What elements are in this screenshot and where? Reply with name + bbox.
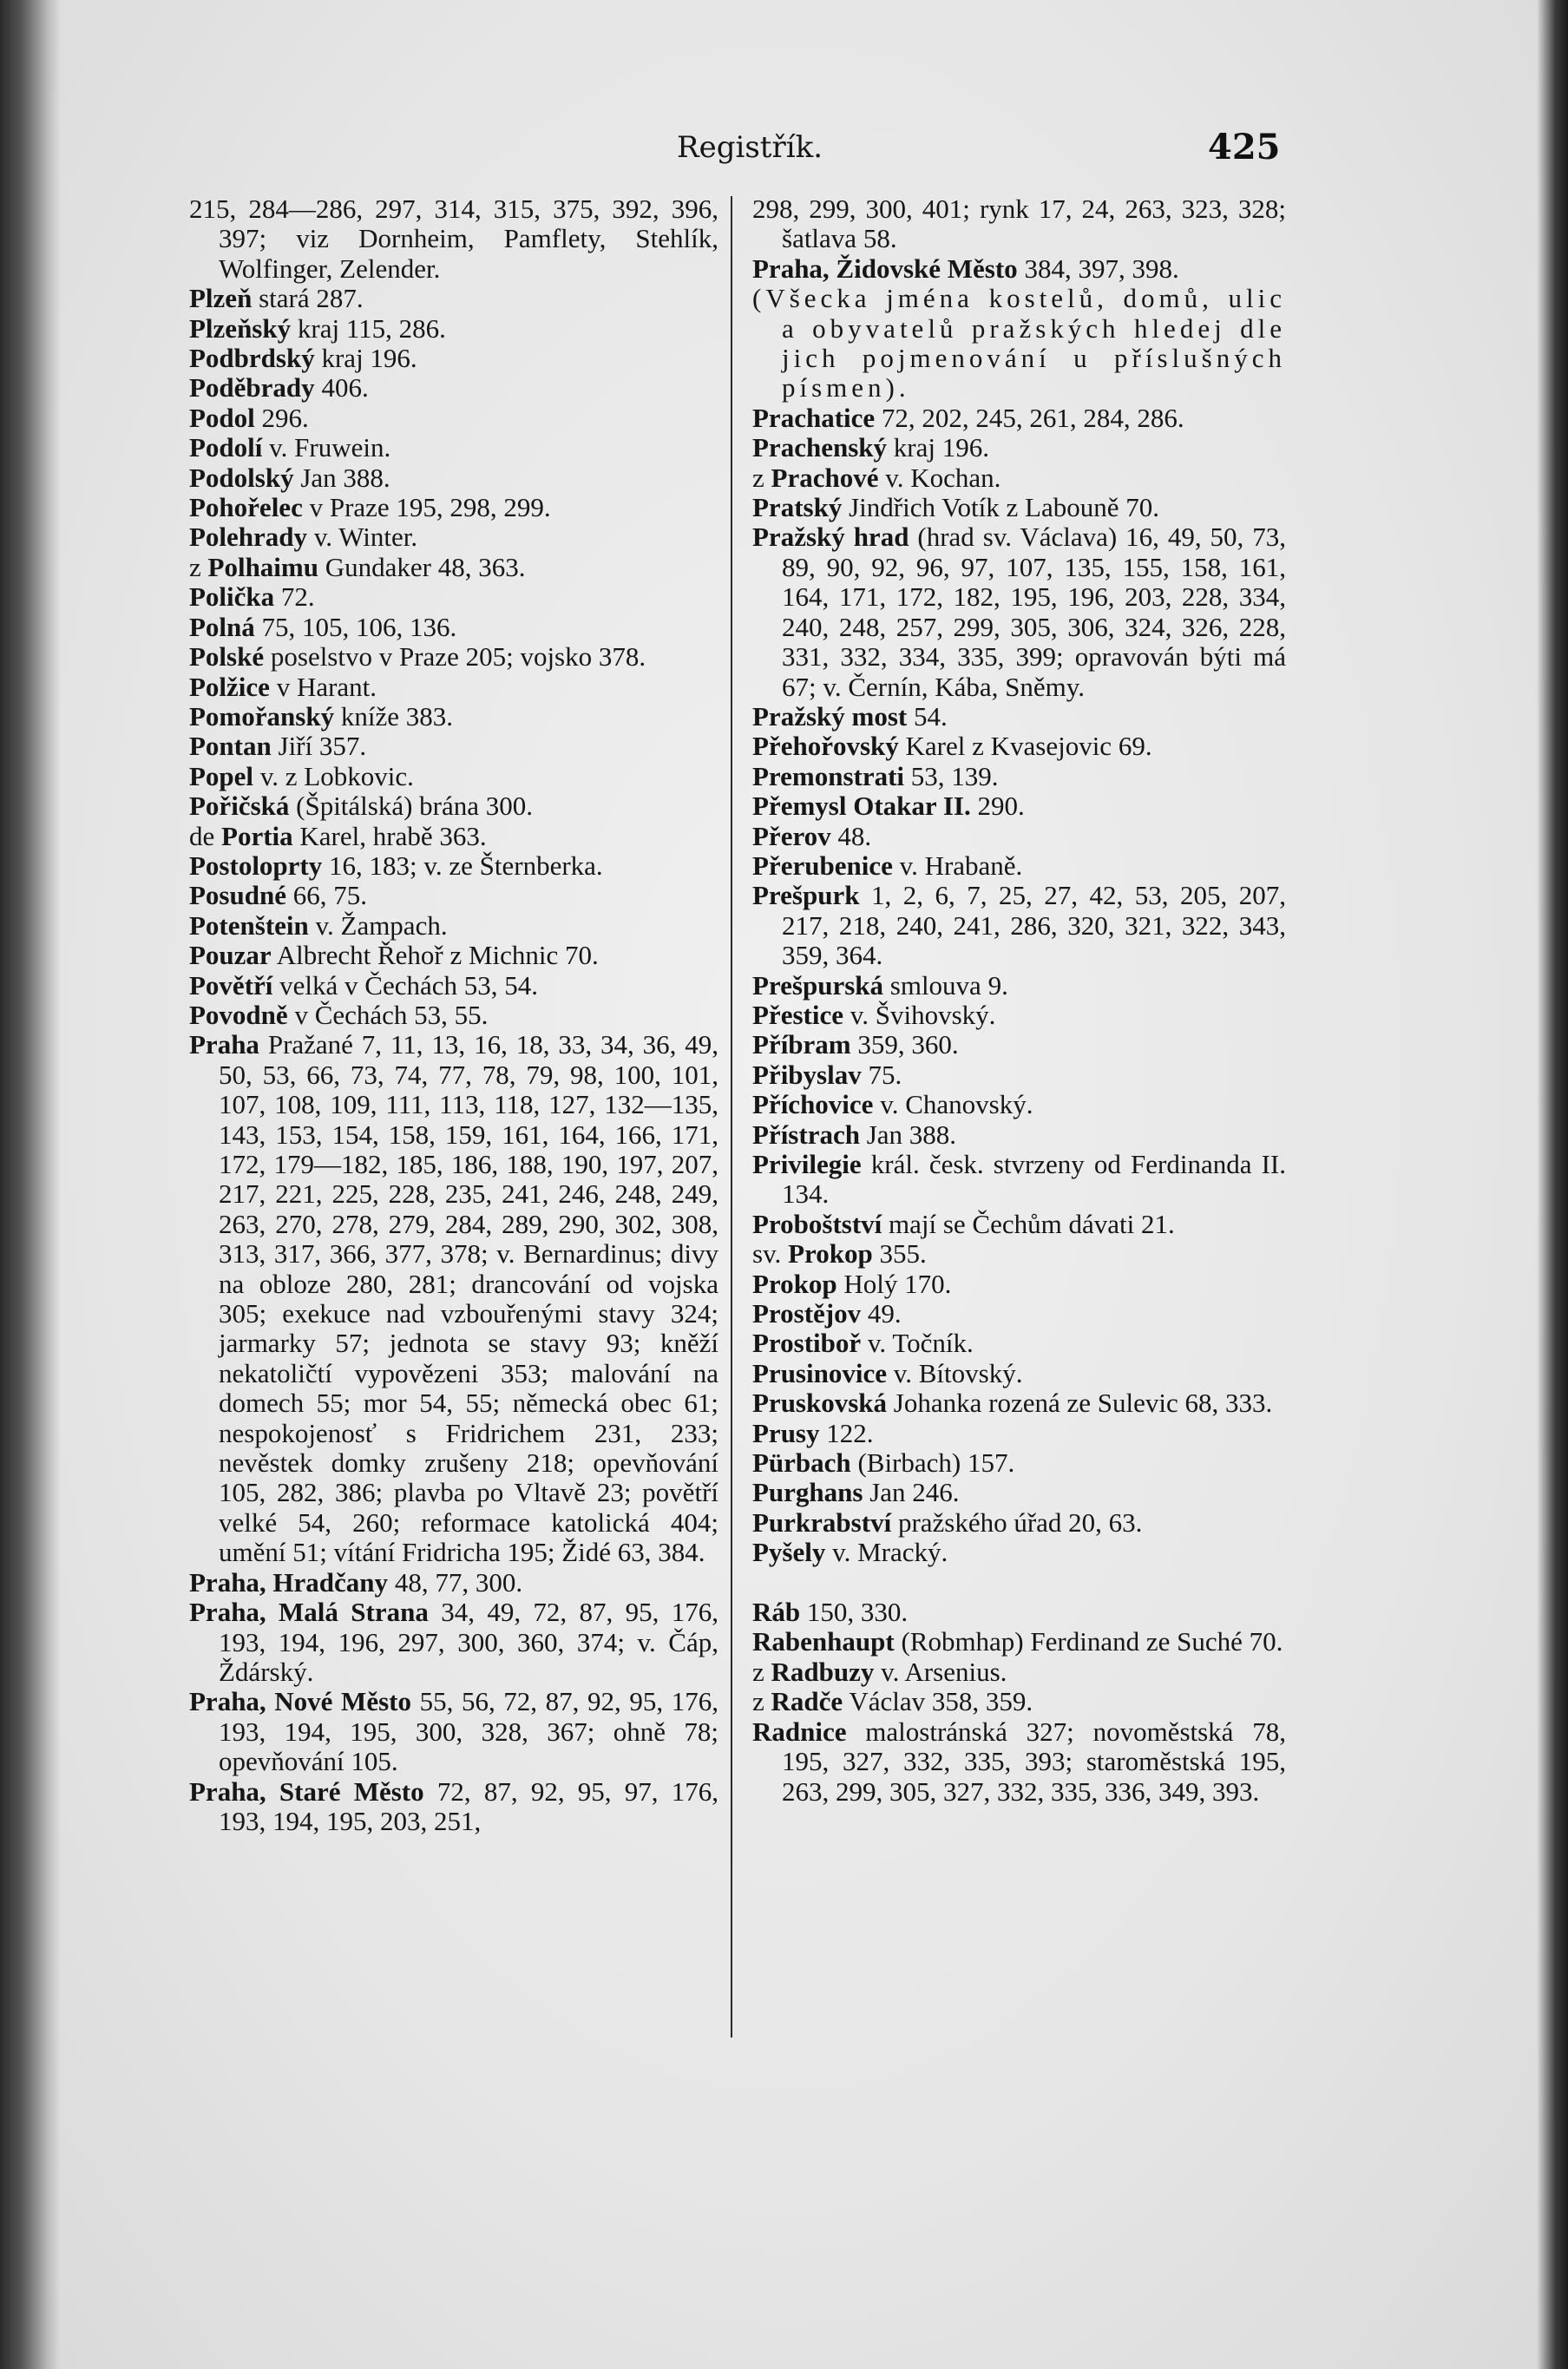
entry-headword: Příchovice: [752, 1089, 874, 1120]
entry-text: 48, 77, 300.: [388, 1566, 523, 1598]
index-entry: [752, 254, 1286, 284]
entry-headword: Radče: [771, 1686, 843, 1717]
entry-text: 72, 87, 92, 95, 97, 176, 193, 194, 195, 203, 251,: [219, 1775, 718, 1836]
index-entry: [752, 1508, 1286, 1538]
entry-headword: Praha, Židovské Město: [752, 253, 1018, 284]
entry-text: v. Bítovský.: [887, 1357, 1023, 1388]
entry-headword: Prešpurk: [752, 880, 860, 911]
entry-prefix: z: [752, 1686, 771, 1717]
page-right-shadow: [1537, 0, 1568, 2369]
entry-headword: Podolský: [189, 462, 294, 493]
index-column-left: [189, 194, 718, 1836]
index-entry: [189, 1777, 718, 1837]
index-entry: [752, 1239, 1286, 1269]
entry-text: 296.: [254, 402, 309, 433]
index-entry: [752, 522, 1286, 701]
entry-text: 150, 330.: [800, 1597, 909, 1628]
index-entry: [189, 463, 718, 493]
entry-prefix: z: [189, 551, 208, 582]
entry-text: 298, 299, 300, 401; rynk 17, 24, 263, 323, 328; šatlava 58.: [752, 194, 1286, 254]
index-entry: [189, 732, 718, 761]
entry-text: 75, 105, 106, 136.: [254, 611, 457, 642]
index-entry: [752, 762, 1286, 791]
entry-headword: Pontan: [189, 731, 272, 762]
entry-text: velká v Čechách 53, 54.: [272, 969, 538, 1001]
entry-text: 406.: [314, 372, 369, 404]
index-entry: [189, 762, 718, 791]
entry-text: (Robmhap) Ferdinand ze Suché 70.: [894, 1626, 1283, 1657]
entry-text: král. česk. stvrzeny od Ferdinanda II. 134.: [782, 1149, 1286, 1210]
entry-headword: Pořičská: [189, 791, 290, 822]
column-divider: [731, 196, 732, 2038]
entry-text: 290.: [970, 791, 1025, 822]
entry-headword: Plzeň: [189, 283, 253, 314]
index-entry: [189, 522, 718, 552]
index-entry: [752, 433, 1286, 463]
index-entry: [752, 1687, 1286, 1716]
index-entry: [752, 463, 1286, 493]
entry-headword: Praha, Malá Strana: [189, 1597, 429, 1628]
entry-headword: Přehořovský: [752, 731, 899, 762]
index-entry: [189, 613, 718, 642]
index-entry: [752, 404, 1286, 433]
index-entry: [752, 1627, 1286, 1657]
entry-text: v. Mracký.: [825, 1537, 948, 1568]
index-entry: [752, 1210, 1286, 1239]
index-entry: [189, 404, 718, 433]
index-entry: [189, 314, 718, 344]
entry-headword: Pražský most: [752, 700, 908, 732]
entry-text: v. Arsenius.: [874, 1656, 1007, 1687]
page-number: 425: [1208, 127, 1281, 167]
index-entry: [752, 851, 1286, 881]
entry-text: Jiří 357.: [271, 731, 367, 762]
entry-text: v. Točník.: [861, 1328, 974, 1359]
entry-headword: Plzeňský: [189, 312, 292, 344]
entry-text: kraj 196.: [887, 432, 989, 463]
entry-prefix: sv.: [752, 1238, 789, 1270]
entry-headword: Pomořanský: [189, 700, 335, 732]
entry-text: 1, 2, 6, 7, 25, 27, 42, 53, 205, 207, 217, 218, 240, 241, 286, 320, 321, 322, 343, 359, 364.: [782, 880, 1286, 971]
entry-headword: Portia: [221, 820, 293, 851]
index-entry: [189, 194, 718, 284]
entry-text: mají se Čechům dávati 21.: [882, 1208, 1175, 1239]
index-entry: [189, 373, 718, 403]
index-entry: [189, 433, 718, 463]
entry-text: Karel, hrabě 363.: [292, 820, 487, 851]
index-entry: [189, 673, 718, 702]
entry-text: v. Žampach.: [308, 909, 448, 941]
entry-headword: Polehrady: [189, 522, 308, 553]
entry-text: 75.: [861, 1059, 902, 1090]
index-entry: [752, 1329, 1286, 1358]
index-entry: [189, 822, 718, 851]
entry-text: 54.: [907, 700, 948, 732]
entry-headword: Podol: [189, 402, 255, 433]
entry-text: 66, 75.: [285, 880, 367, 911]
entry-text: 53, 139.: [904, 760, 999, 791]
index-entry: [189, 881, 718, 910]
entry-text: v. Fruwein.: [262, 432, 391, 463]
entry-headword: Poděbrady: [189, 372, 315, 404]
entry-headword: Přemysl Otakar II.: [752, 791, 971, 822]
entry-text: Karel z Kvasejovic 69.: [898, 731, 1152, 762]
entry-headword: Prokop: [788, 1238, 873, 1270]
entry-text: 384, 397, 398.: [1017, 253, 1179, 284]
index-entry: [189, 851, 718, 881]
entry-text: smlouva 9.: [883, 969, 1008, 1001]
entry-text: v Praze 195, 298, 299.: [302, 492, 551, 523]
entry-text: v. z Lobkovic.: [253, 760, 414, 791]
entry-headword: Podbrdský: [189, 343, 315, 374]
entry-text: (Všecka jména kostelů, domů, ulic a obyvatelů pražských hledej dle jich pojmenování u příslušných písmen).: [752, 283, 1286, 404]
entry-headword: Postoloprty: [189, 850, 323, 881]
entry-text: 215, 284—286, 297, 314, 315, 375, 392, 396, 397; viz Dornheim, Pamflety, Stehlík, Wolfinger, Zelender.: [189, 194, 718, 284]
entry-text: 16, 183; v. ze Šternberka.: [322, 850, 603, 881]
index-entry: [752, 881, 1286, 970]
index-entry: [752, 732, 1286, 761]
index-entry: [752, 493, 1286, 522]
index-spacer: [752, 1568, 1286, 1598]
index-entry: [189, 1568, 718, 1598]
entry-prefix: de: [189, 820, 222, 851]
entry-headword: Radnice: [752, 1716, 847, 1747]
index-entry: [752, 1717, 1286, 1807]
entry-text: Johanka rozená ze Sulevic 68, 333.: [887, 1388, 1273, 1419]
entry-text: Holý 170.: [836, 1268, 952, 1299]
entry-text: kraj 196.: [314, 343, 417, 374]
index-entry: [189, 941, 718, 970]
entry-text: poselstvo v Praze 205; vojsko 378.: [264, 641, 646, 673]
index-entry: [752, 1359, 1286, 1388]
entry-headword: Přestice: [752, 999, 843, 1030]
index-entry: [189, 493, 718, 522]
entry-headword: Pürbach: [752, 1447, 851, 1479]
entry-headword: Purkrabství: [752, 1506, 892, 1538]
entry-text: Jan 388.: [859, 1119, 957, 1150]
entry-headword: Popel: [189, 760, 254, 791]
entry-text: malostránská 327; novoměstská 78, 195, 327, 332, 335, 393; staroměstská 195, 263, 299, 305, 327, 332, 335, 336, 349, 393.: [782, 1716, 1286, 1807]
entry-headword: Pyšely: [752, 1537, 826, 1568]
entry-text: v. Švihovský.: [843, 999, 996, 1030]
index-entry: [752, 1388, 1286, 1418]
entry-headword: Radbuzy: [771, 1656, 875, 1687]
index-entry: [752, 1657, 1286, 1687]
index-entry: [752, 1270, 1286, 1299]
entry-text: 48.: [830, 820, 872, 851]
entry-text: (hrad sv. Václava) 16, 49, 50, 73, 89, 90, 92, 96, 97, 107, 135, 155, 158, 161, 164, 171, 172, 182, 195, 196, 203, 228, 334, 240, 248, 257, 299, 305, 306, 324, 326, 228, 331, 332, 334, 335, 399; opravován býti má 67; v. Černín, Kába, Sněmy.: [782, 522, 1286, 702]
entry-text: pražského úřad 20, 63.: [891, 1506, 1143, 1538]
entry-headword: Povětří: [189, 969, 273, 1001]
index-entry: [189, 284, 718, 313]
index-entry: [189, 1598, 718, 1687]
entry-headword: Prokop: [752, 1268, 837, 1299]
entry-headword: Prusinovice: [752, 1357, 887, 1388]
entry-headword: Pratský: [752, 492, 843, 523]
entry-headword: Prostějov: [752, 1298, 862, 1329]
entry-text: 49.: [861, 1298, 902, 1329]
entry-text: 72, 202, 245, 261, 284, 286.: [875, 402, 1184, 433]
index-entry: [189, 1001, 718, 1030]
entry-text: (Špitálská) brána 300.: [289, 791, 534, 822]
index-entry: [189, 702, 718, 732]
entry-headword: Přístrach: [752, 1119, 860, 1150]
entry-text: stará 287.: [252, 283, 364, 314]
entry-headword: Prachatice: [752, 402, 876, 433]
index-entry: [752, 284, 1286, 404]
entry-headword: Pohořelec: [189, 492, 303, 523]
index-entry: [752, 1090, 1286, 1119]
entry-text: 34, 49, 72, 87, 95, 176, 193, 194, 196, 297, 300, 360, 374; v. Čáp, Ždárský.: [219, 1597, 718, 1687]
entry-prefix: z: [752, 462, 771, 493]
entry-headword: Premonstrati: [752, 760, 905, 791]
entry-headword: Praha, Hradčany: [189, 1566, 389, 1598]
index-entry: [752, 1030, 1286, 1060]
entry-text: Jan 246.: [863, 1477, 960, 1508]
entry-headword: Přerov: [752, 820, 831, 851]
entry-headword: Praha, Staré Město: [189, 1775, 424, 1807]
entry-headword: Prešpurská: [752, 969, 884, 1001]
index-entry: [189, 911, 718, 941]
index-entry: [752, 1448, 1286, 1478]
index-entry: [189, 791, 718, 821]
entry-headword: Pouzar: [189, 940, 272, 971]
entry-headword: Příbram: [752, 1029, 851, 1060]
entry-text: (Birbach) 157.: [850, 1447, 1015, 1479]
entry-headword: Privilegie: [752, 1149, 862, 1179]
index-entry: [752, 702, 1286, 732]
index-entry: [752, 1478, 1286, 1507]
entry-prefix: z: [752, 1656, 771, 1687]
index-entry: [752, 194, 1286, 254]
index-column-right: [752, 194, 1286, 1807]
entry-text: v. Kochan.: [878, 462, 1001, 493]
index-entry: [189, 642, 718, 672]
entry-headword: Purghans: [752, 1477, 863, 1508]
entry-headword: Pražský hrad: [752, 522, 909, 553]
index-entry: [752, 791, 1286, 821]
entry-headword: Rabenhaupt: [752, 1626, 895, 1657]
entry-headword: Polná: [189, 611, 255, 642]
index-entry: [752, 1060, 1286, 1090]
index-entry: [189, 1687, 718, 1776]
index-entry: [752, 1150, 1286, 1210]
index-entry: [752, 1299, 1286, 1329]
entry-headword: Podolí: [189, 432, 263, 463]
entry-headword: Polička: [189, 581, 275, 613]
index-entry: [189, 971, 718, 1001]
entry-text: kraj 115, 286.: [291, 312, 446, 344]
page-left-shadow: [0, 0, 61, 2369]
entry-headword: Přibyslav: [752, 1059, 862, 1090]
entry-text: 55, 56, 72, 87, 92, 95, 176, 193, 194, 195, 300, 328, 367; ohně 78; opevňování 105.: [219, 1686, 718, 1777]
entry-text: Pražané 7, 11, 13, 16, 18, 33, 34, 36, 49, 50, 53, 66, 73, 74, 77, 78, 79, 98, 100, 101, 107, 108, 109, 111, 113, 118, 127, 132—135, 143, 153, 154, 158, 159, 161, 164, 166, 171, 172, 179—182, 185, 186, 188, 190, 197, 207, 217, 221, 225, 228, 235, 241, 246, 248, 249, 263, 270, 278, 279, 284, 289, 290, 302, 308, 313, 317, 366, 377, 378; v. Bernardinus; divy na obloze 280, 281; drancování od vojska 305; exekuce nad vzbouřenými stavy 324; jarmarky 57; jednota se stavy 93; kněží nekatoličtí vypovězeni 353; malování na domech 55; mor 54, 55; německá obec 61; nespokojenosť s Fridrichem 231, 233; nevěstek domky zrušeny 218; opevňování 105, 282, 386; plavba po Vltavě 23; povětří velké 54, 260; reformace katolická 404; umění 51; vítání Fridricha 195; Židé 63, 384.: [219, 1029, 718, 1568]
index-entry: [189, 1030, 718, 1567]
entry-headword: Pruskovská: [752, 1388, 888, 1419]
entry-text: 355.: [872, 1238, 927, 1270]
entry-text: v Čechách 53, 55.: [287, 999, 489, 1030]
index-entry: [189, 553, 718, 582]
page-header: [0, 127, 1568, 174]
entry-headword: Prachenský: [752, 432, 887, 463]
index-entry: [752, 971, 1286, 1001]
entry-headword: Posudné: [189, 880, 286, 911]
entry-headword: Povodně: [189, 999, 288, 1030]
index-entry: [752, 1598, 1286, 1627]
entry-headword: Ráb: [752, 1597, 801, 1628]
entry-headword: Proboštství: [752, 1208, 882, 1239]
entry-headword: Polžice: [189, 671, 270, 702]
entry-text: Gundaker 48, 363.: [318, 551, 526, 582]
entry-headword: Přerubenice: [752, 850, 893, 881]
entry-headword: Polhaimu: [207, 551, 318, 582]
entry-text: 122.: [819, 1417, 874, 1448]
entry-headword: Prusy: [752, 1417, 820, 1448]
entry-text: v. Chanovský.: [873, 1089, 1033, 1120]
entry-text: Albrecht Řehoř z Michnic 70.: [271, 940, 599, 971]
index-entry: [189, 582, 718, 612]
index-entry: [752, 1120, 1286, 1150]
entry-text: v Harant.: [269, 671, 377, 702]
entry-text: 359, 360.: [850, 1029, 959, 1060]
index-entry: [752, 1419, 1286, 1448]
entry-headword: Praha: [189, 1029, 259, 1060]
entry-text: v. Winter.: [307, 522, 418, 553]
index-entry: [752, 1001, 1286, 1030]
entry-text: Jindřich Votík z Labouně 70.: [842, 492, 1159, 523]
entry-text: Václav 358, 359.: [843, 1686, 1033, 1717]
entry-text: v. Hrabaně.: [892, 850, 1023, 881]
entry-text: kníže 383.: [334, 700, 453, 732]
index-entry: [752, 1538, 1286, 1567]
entry-text: 72.: [274, 581, 315, 613]
entry-text: Jan 388.: [293, 462, 390, 493]
entry-headword: Potenštein: [189, 909, 309, 941]
entry-headword: Prostiboř: [752, 1328, 862, 1359]
entry-headword: Prachové: [771, 462, 879, 493]
entry-headword: Polské: [189, 641, 265, 673]
entry-headword: Praha, Nové Město: [189, 1686, 411, 1717]
index-entry: [189, 344, 718, 373]
running-head: Registřík.: [677, 130, 823, 165]
index-entry: [752, 822, 1286, 851]
